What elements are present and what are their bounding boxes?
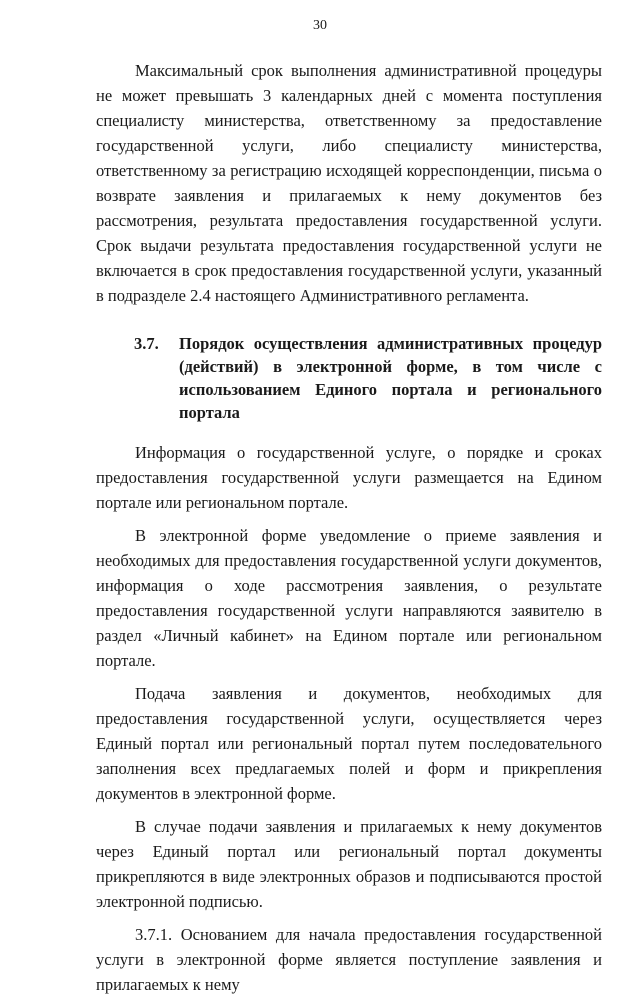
section-title: Порядок осуществления административных процедур (действий) в электронной форме, в том числе с использованием Единого портала и регионального портала	[179, 334, 602, 422]
section-heading	[96, 332, 602, 424]
document-body	[96, 58, 602, 997]
page-number: 30	[313, 18, 327, 33]
paragraph-service-info: Информация о государственной услуге, о порядке и сроках предоставления государственной услуги размещается на Едином портале или региональном портале.	[96, 443, 602, 512]
paragraph-procedure-deadline: Максимальный срок выполнения административной процедуры не может превышать 3 календарных дней с момента поступления специалисту министерства, ответственному за предоставление государственной услуги, либо специалисту министерства, ответственному за регистрацию исходящей корреспонденции, письма о возврате заявления и прилагаемых к нему документов без рассмотрения, результата предоставления государственной услуги. Срок выдачи результата предоставления государственной услуги не включается в срок предоставления государственной услуги, указанный в подразделе 2.4 настоящего Административного регламента.	[96, 61, 602, 305]
section-number: 3.7.	[134, 334, 159, 353]
paragraph-electronic-notification: В электронной форме уведомление о приеме заявления и необходимых для предоставления государственной услуги документов, информация о ходе рассмотрения заявления, о результате предоставления государственной услуги направляются заявителю в раздел «Личный кабинет» на Едином портале или региональном портале.	[96, 526, 602, 670]
paragraph-3-7-1: 3.7.1. Основанием для начала предоставления государственной услуги в электронной форме является поступление заявления и прилагаемых к нему	[96, 925, 602, 994]
paragraph-electronic-signature: В случае подачи заявления и прилагаемых к нему документов через Единый портал или региональный портал документы прикрепляются в виде электронных образов и подписываются простой электронной подписью.	[96, 817, 602, 911]
paragraph-application-submission: Подача заявления и документов, необходимых для предоставления государственной услуги, осуществляется через Единый портал или региональный портал путем последовательного заполнения всех предлагаемых полей и форм и прикрепления документов в электронной форме.	[96, 684, 602, 803]
